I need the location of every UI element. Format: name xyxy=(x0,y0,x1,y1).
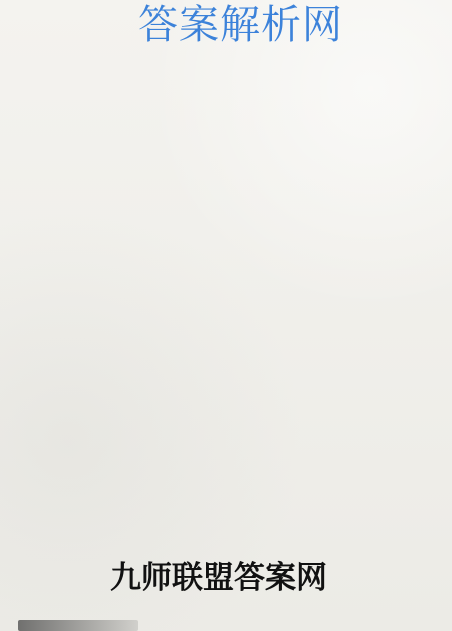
page-edge-mark xyxy=(18,620,138,631)
watermark-bottom: 九师联盟答案网 xyxy=(110,560,327,596)
watermark-top: 答案解析网 xyxy=(138,2,343,48)
